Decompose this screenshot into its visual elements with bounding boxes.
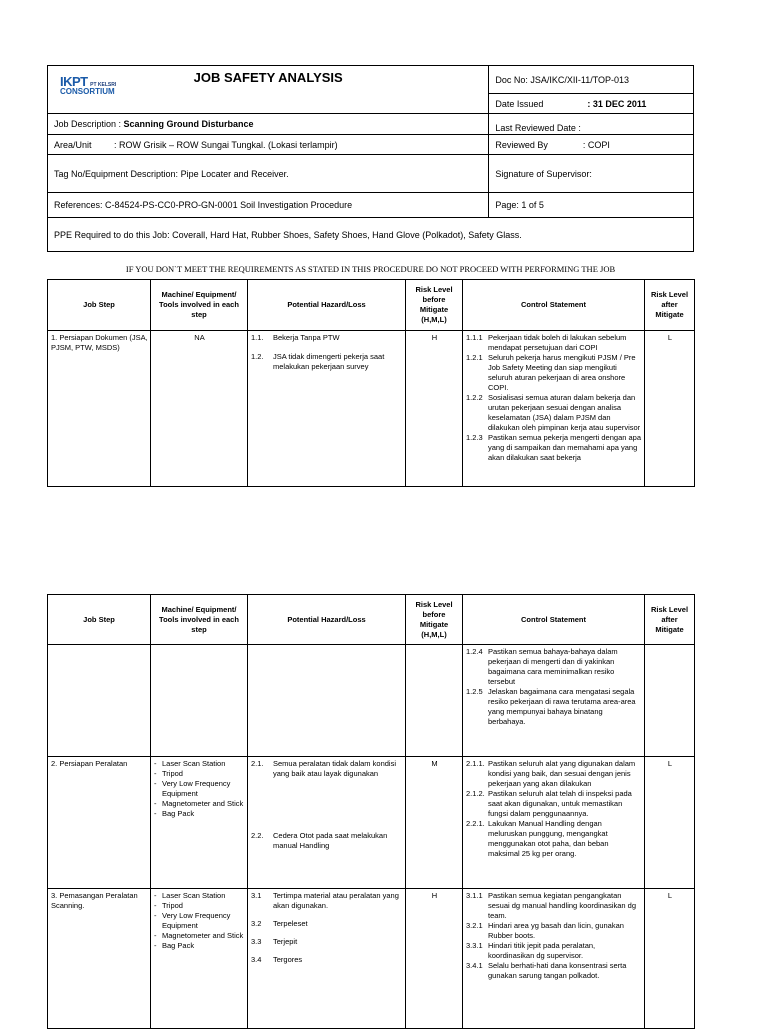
equipment-cell: NA [151, 331, 248, 487]
control-item [466, 759, 642, 789]
equipment-text: Tripod [162, 769, 183, 778]
risk-after-cell: L [645, 757, 695, 889]
equipment-item: - Laser Scan Station [154, 759, 226, 768]
risk-before-cell [406, 645, 463, 757]
title-cell [48, 66, 489, 114]
control-number: 3.4.1 [466, 961, 483, 970]
logo-consortium-text: CONSORTIUM [60, 87, 115, 96]
control-item [466, 333, 642, 353]
hazard-cell [248, 757, 406, 889]
hazard-number: 3.4 [251, 955, 262, 964]
col-risk-before: Risk Level before Mitigate (H,M,L) [406, 280, 463, 331]
control-number: 2.1.2. [466, 789, 485, 798]
hazard-number: 3.2 [251, 919, 262, 928]
col-control: Control Statement [463, 280, 645, 331]
risk-before-cell: M [406, 757, 463, 889]
control-text: Lakukan Manual Handling dengan meluruskan punggung, mengangkat menggunakan otot paha, dan beban maksimal 25 kg per orang. [488, 819, 609, 858]
risk-after-cell: L [645, 889, 695, 1029]
col-risk-after: Risk Level after Mitigate [645, 595, 695, 645]
equipment-item: - Magnetometer and Stick [154, 931, 244, 940]
equipment-item: - Very Low Frequency Equipment [154, 779, 245, 799]
control-item [466, 961, 642, 981]
control-number: 1.2.1 [466, 353, 483, 362]
hazard-text: Terpeleset [273, 919, 308, 928]
hazard-number: 1.2. [251, 352, 264, 361]
control-text: Pastikan semua kegiatan pengangkatan sesuai dg manual handling koordinasikan dg team. [488, 891, 637, 920]
job-step-cell [48, 645, 151, 757]
equipment-text: Magnetometer and Stick [162, 931, 244, 940]
col-control: Control Statement [463, 595, 645, 645]
doc-number: Doc No: JSA/IKC/XII-11/TOP-013 [489, 66, 694, 94]
page-number: Page: 1 of 5 [489, 193, 694, 218]
control-number: 1.2.4 [466, 647, 483, 656]
control-text: Jelaskan bagaimana cara mengatasi segala resiko pekerjaan di rawa terutama area-area yang mempunyai bahaya binatang berbahaya. [488, 687, 636, 726]
supervisor-signature: Signature of Supervisor: [489, 155, 694, 193]
control-text: Hindari titik jepit pada peralatan, koordinasikan dg supervisor. [488, 941, 596, 960]
control-item [466, 819, 642, 859]
job-step-cell: 3. Pemasangan Peralatan Scanning. [48, 889, 151, 1029]
col-hazard: Potential Hazard/Loss [248, 595, 406, 645]
table-row [48, 331, 695, 487]
equipment-text: Bag Pack [162, 941, 195, 950]
control-number: 1.1.1 [466, 333, 483, 342]
control-item [466, 891, 642, 921]
area-unit: Area/Unit : ROW Grisik – ROW Sungai Tungkal. (Lokasi terlampir) [48, 135, 489, 155]
hazard-item [251, 333, 403, 343]
control-text: Pekerjaan tidak boleh di lakukan sebelum mendapat persetujuan dari COPI [488, 333, 627, 352]
control-item [466, 789, 642, 819]
table-header-row [48, 595, 695, 645]
equipment-cell [151, 757, 248, 889]
col-machine: Machine/ Equipment/ Tools involved in each step [151, 280, 248, 331]
control-item [466, 433, 642, 463]
control-text: Pastikan semua bahaya-bahaya dalam pekerjaan di mengerti dan di yakinkan bagaimana cara meminimalkan resiko tersebut [488, 647, 618, 686]
control-number: 3.3.1 [466, 941, 483, 950]
references: References: C-84524-PS-CC0-PRO-GN-0001 Soil Investigation Procedure [48, 193, 489, 218]
hazard-text: Tergores [273, 955, 303, 964]
risk-before-cell: H [406, 889, 463, 1029]
equipment-item: - Laser Scan Station [154, 891, 226, 900]
control-item [466, 687, 642, 727]
control-item [466, 647, 642, 687]
control-cell [463, 757, 645, 889]
last-reviewed-date: Last Reviewed Date : [489, 114, 694, 135]
hazard-item [251, 831, 403, 851]
jsa-table-1 [47, 279, 695, 487]
control-number: 1.2.2 [466, 393, 483, 402]
hazard-cell [248, 331, 406, 487]
tag-no: Tag No/Equipment Description: Pipe Locater and Receiver. [48, 155, 489, 193]
hazard-number: 2.2. [251, 831, 264, 840]
hazard-text: Tertimpa material atau peralatan yang akan digunakan. [273, 891, 399, 910]
control-item [466, 941, 642, 961]
hazard-text: Cedera Otot pada saat melakukan manual Handling [273, 831, 388, 850]
job-step-cell: 1. Persiapan Dokumen (JSA, PJSM, PTW, MSDS) [48, 331, 151, 487]
equipment-text: Laser Scan Station [162, 891, 226, 900]
equipment-item: - Bag Pack [154, 809, 195, 818]
table-row [48, 889, 695, 1029]
control-number: 3.1.1 [466, 891, 483, 900]
control-text: Seluruh pekerja harus mengikuti PJSM / Pre Job Safety Meeting dan siap mengikuti seluruh aturan pekerjaan di area onshore COPI. [488, 353, 636, 392]
equipment-text: Bag Pack [162, 809, 195, 818]
equipment-text: Very Low Frequency Equipment [162, 779, 231, 798]
jsa-table-2 [47, 594, 695, 1029]
document-header [47, 65, 694, 252]
control-cell [463, 331, 645, 487]
table-row [48, 645, 695, 757]
table-row [48, 757, 695, 889]
risk-after-cell [645, 645, 695, 757]
equipment-item: - Bag Pack [154, 941, 195, 950]
control-text: Selalu berhati-hati dana konsentrasi serta gunakan sarung tangan polkadot. [488, 961, 627, 980]
equipment-text: Very Low Frequency Equipment [162, 911, 231, 930]
col-job-step: Job Step [48, 280, 151, 331]
equipment-item: - Magnetometer and Stick [154, 799, 244, 808]
equipment-cell [151, 645, 248, 757]
hazard-number: 2.1. [251, 759, 264, 768]
equipment-item: - Tripod [154, 901, 183, 910]
hazard-number: 1.1. [251, 333, 264, 342]
job-step-cell: 2. Persiapan Peralatan [48, 757, 151, 889]
equipment-cell [151, 889, 248, 1029]
equipment-item: - Tripod [154, 769, 183, 778]
control-item [466, 921, 642, 941]
hazard-item [251, 891, 403, 911]
control-number: 2.1.1. [466, 759, 485, 768]
reviewed-by: Reviewed By : COPI [489, 135, 694, 155]
table-header-row [48, 280, 695, 331]
job-description-value: Scanning Ground Disturbance [123, 119, 254, 129]
hazard-cell [248, 645, 406, 757]
date-issued-label: Date Issued [495, 98, 544, 109]
hazard-item [251, 919, 403, 929]
control-number: 1.2.5 [466, 687, 483, 696]
hazard-item [251, 955, 403, 965]
col-hazard: Potential Hazard/Loss [248, 280, 406, 331]
ppe-required: PPE Required to do this Job: Coverall, Hard Hat, Rubber Shoes, Safety Shoes, Hand Glove (Polkadot), Safety Glass. [48, 218, 694, 252]
job-description [48, 114, 489, 135]
control-cell [463, 645, 645, 757]
control-item [466, 393, 642, 433]
control-number: 1.2.3 [466, 433, 483, 442]
col-job-step: Job Step [48, 595, 151, 645]
control-text: Pastikan seluruh alat yang digunakan dalam kondisi yang baik, dan sesuai dengan jenis pekerjaan yang akan dilakukan [488, 759, 636, 788]
hazard-number: 3.1 [251, 891, 262, 900]
warning-notice: IF YOU DON`T MEET THE REQUIREMENTS AS STATED IN THIS PROCEDURE DO NOT PROCEED WITH PERFORMING THE JOB [125, 264, 616, 274]
logo-pt-text: PT KELSRI [90, 82, 117, 88]
risk-after-cell: L [645, 331, 695, 487]
equipment-text: Magnetometer and Stick [162, 799, 244, 808]
col-risk-before: Risk Level before Mitigate (H,M,L) [406, 595, 463, 645]
document-title: JOB SAFETY ANALYSIS [193, 70, 343, 85]
control-number: 2.2.1. [466, 819, 485, 828]
control-text: Sosialisasi semua aturan dalam bekerja dan urutan pekerjaan sesuai dengan analisa keselamatan (JSA) dalam PJSM dan dilakukan oleh pimpinan kerja atau supervisor [488, 393, 641, 432]
equipment-text: Tripod [162, 901, 183, 910]
hazard-text: JSA tidak dimengerti pekerja saat melakukan pekerjaan survey [273, 352, 385, 371]
equipment-text: Laser Scan Station [162, 759, 226, 768]
hazard-text: Bekerja Tanpa PTW [273, 333, 340, 342]
control-cell [463, 889, 645, 1029]
hazard-cell [248, 889, 406, 1029]
equipment-item: - Very Low Frequency Equipment [154, 911, 245, 931]
control-item [466, 353, 642, 393]
hazard-number: 3.3 [251, 937, 262, 946]
date-issued [489, 94, 694, 114]
hazard-text: Semua peralatan tidak dalam kondisi yang baik atau layak digunakan [273, 759, 396, 778]
hazard-item [251, 937, 403, 947]
risk-before-cell: H [406, 331, 463, 487]
hazard-text: Terjepit [273, 937, 298, 946]
date-issued-value: : 31 DEC 2011 [587, 98, 647, 109]
hazard-item [251, 352, 403, 372]
job-description-label: Job Description : [54, 119, 124, 129]
logo-kt-text: IKPT [60, 74, 88, 89]
control-text: Pastikan seluruh alat telah di inspeksi pada saat akan digunakan, untuk memastikan fungsi dalam penggunaannya. [488, 789, 632, 818]
control-number: 3.2.1 [466, 921, 483, 930]
control-text: Pastikan semua pekerja mengerti dengan apa yang di sampaikan dan memahami apa yang akan dilakukan saat bekerja [488, 433, 642, 462]
col-risk-after: Risk Level after Mitigate [645, 280, 695, 331]
control-text: Hindari area yg basah dan licin, gunakan Rubber boots. [488, 921, 624, 940]
col-machine: Machine/ Equipment/ Tools involved in each step [151, 595, 248, 645]
hazard-item [251, 759, 403, 779]
